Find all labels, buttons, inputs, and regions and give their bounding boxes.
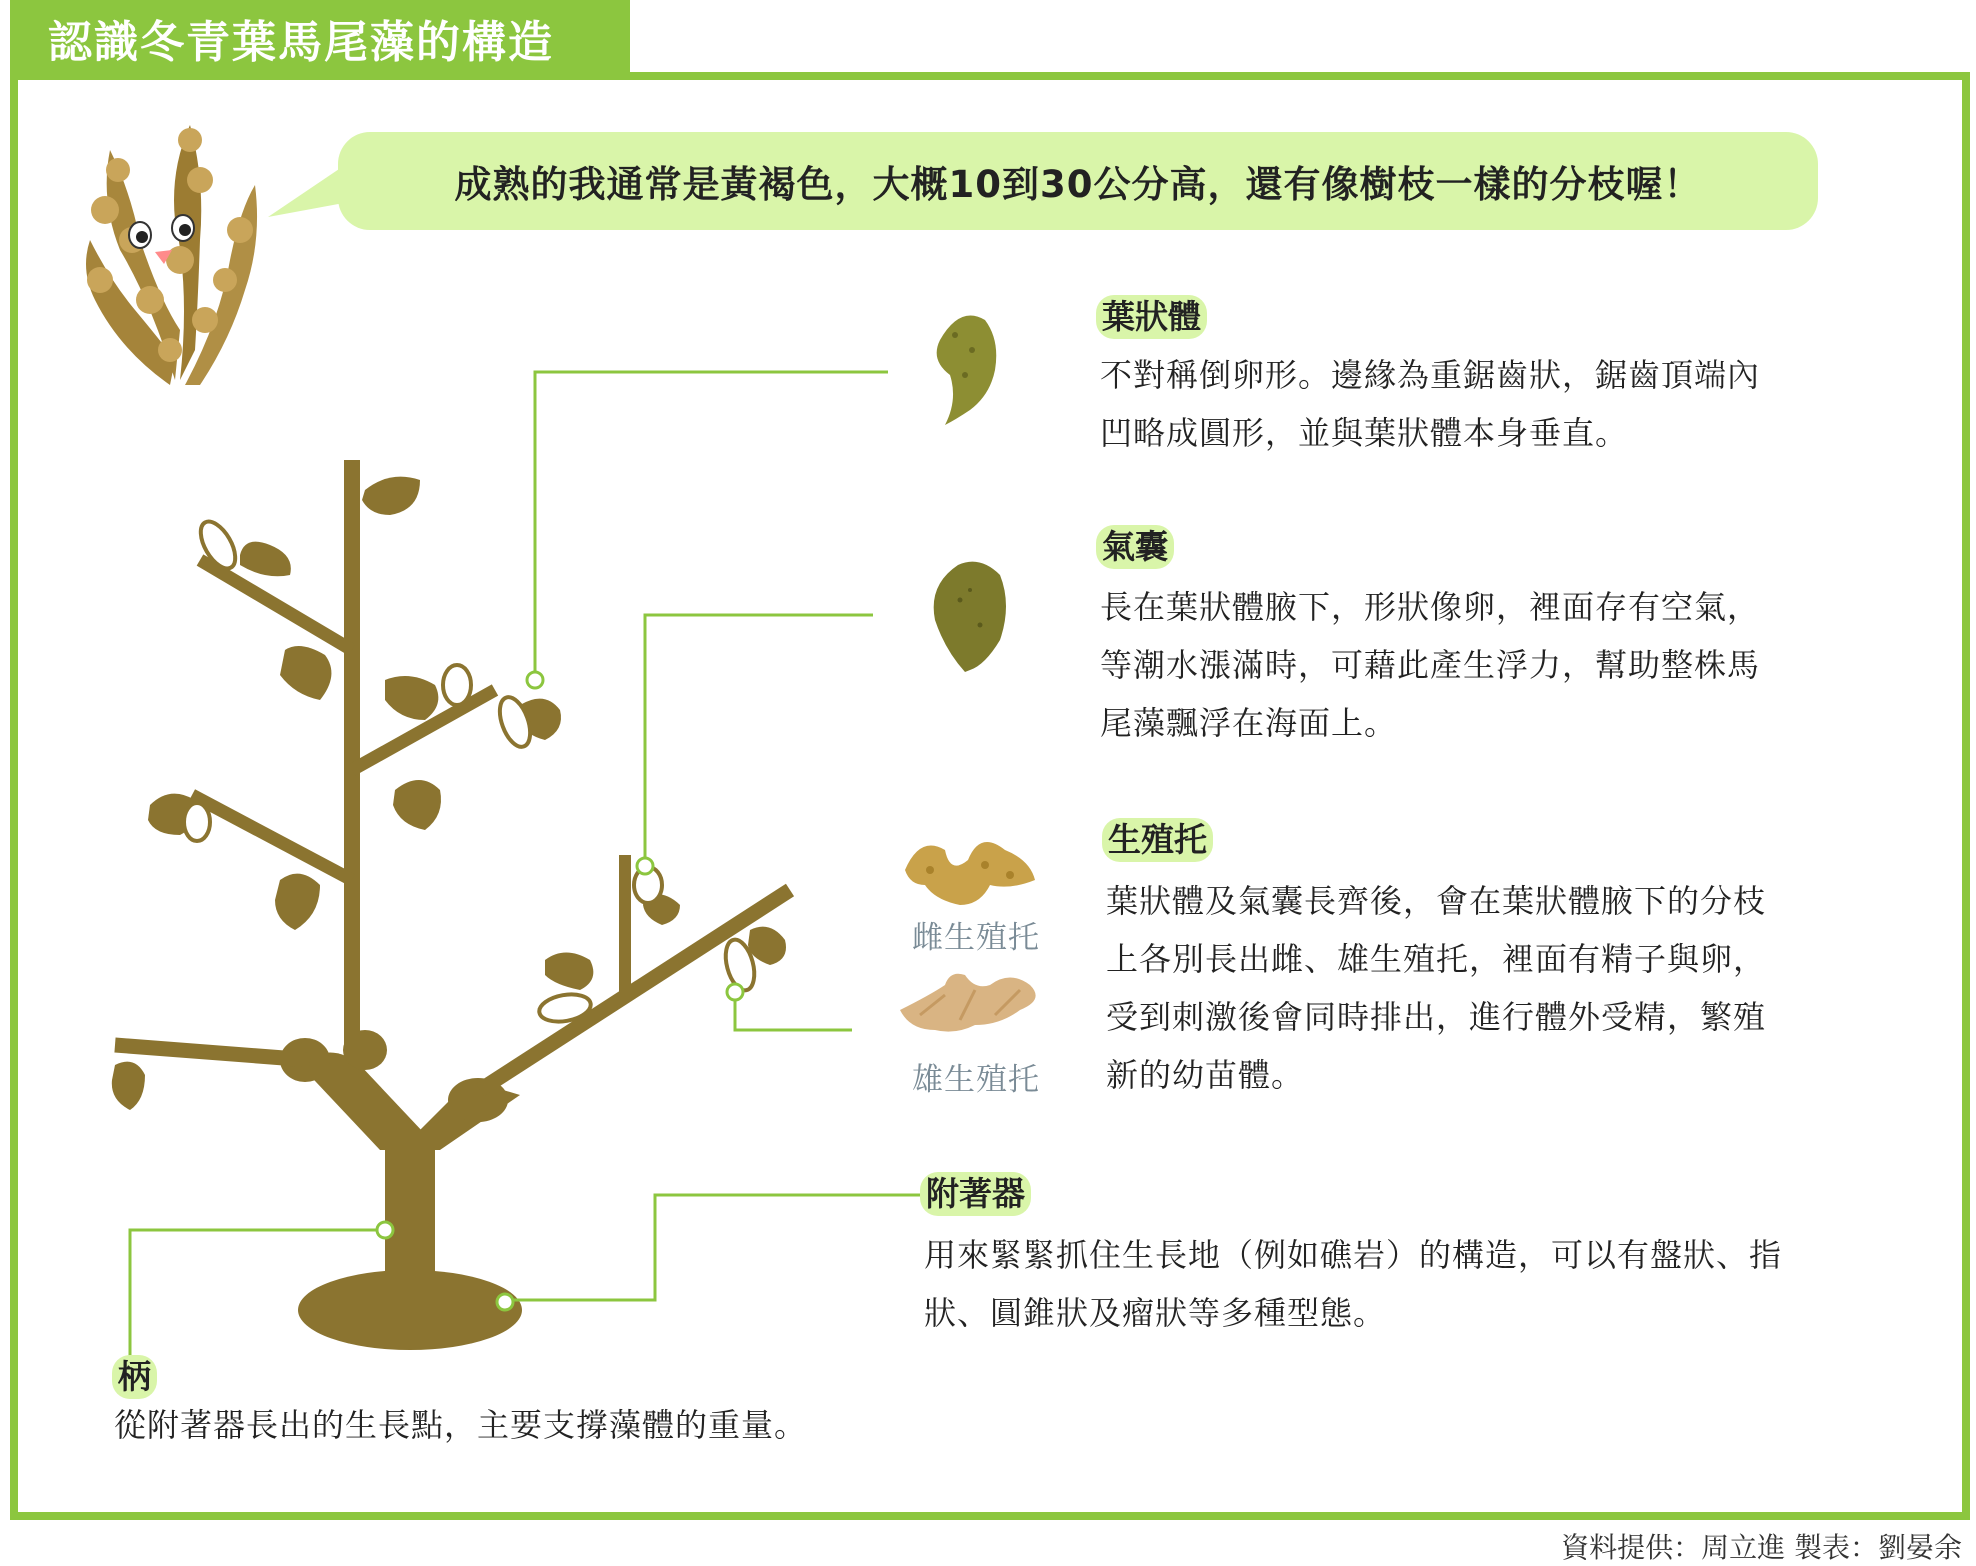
male-receptacle-photo-icon xyxy=(900,974,1036,1032)
female-receptacle-label: 雌生殖托 xyxy=(912,920,1040,956)
page-title: 認識冬青葉馬尾藻的構造 xyxy=(10,0,630,76)
air-bladder-line: 尾藻飄浮在海面上。 xyxy=(1100,704,1398,742)
air-bladder-description xyxy=(1100,578,1760,752)
leaf-photo-icon xyxy=(937,316,997,426)
receptacle-line: 受到刺激後會同時排出，進行體外受精，繁殖 xyxy=(1106,998,1767,1036)
plant-bladders xyxy=(184,516,759,1025)
receptacle-heading: 生殖托 xyxy=(1102,818,1213,862)
holdfast-heading: 附著器 xyxy=(920,1172,1031,1216)
receptacle-line: 上各別長出雌、雄生殖托，裡面有精子與卵， xyxy=(1106,940,1767,978)
leaf-line: 不對稱倒卵形。邊緣為重鋸齒狀，鋸齒頂端內 xyxy=(1100,356,1761,394)
leaf-description xyxy=(1100,346,1760,462)
holdfast-description xyxy=(924,1226,1782,1342)
receptacle-description xyxy=(1106,872,1766,1104)
leaf-heading: 葉狀體 xyxy=(1096,295,1207,339)
air-bladder-heading: 氣囊 xyxy=(1096,525,1174,569)
air-bladder-line: 等潮水漲滿時，可藉此產生浮力，幫助整株馬 xyxy=(1100,646,1761,684)
female-receptacle-photo-icon xyxy=(905,842,1035,905)
receptacle-line: 新的幼苗體。 xyxy=(1106,1056,1305,1094)
air-bladder-photo-icon xyxy=(934,562,1006,672)
holdfast-line: 用來緊緊抓住生長地（例如礁岩）的構造，可以有盤狀、指 xyxy=(924,1236,1783,1274)
air-bladder-line: 長在葉狀體腋下，形狀像卵，裡面存有空氣， xyxy=(1100,588,1761,626)
male-receptacle-label: 雄生殖托 xyxy=(912,1062,1040,1098)
stipe-line: 從附著器長出的生長點，主要支撐藻體的重量。 xyxy=(114,1406,808,1444)
speech-bubble: 成熟的我通常是黃褐色，大概10到30公分高，還有像樹枝一樣的分枝喔！ xyxy=(338,132,1818,230)
mascot-seaweed-icon xyxy=(86,125,257,385)
stipe-heading: 柄 xyxy=(112,1355,157,1399)
leaf-line: 凹略成圓形，並與葉狀體本身垂直。 xyxy=(1100,414,1629,452)
receptacle-line: 葉狀體及氣囊長齊後，會在葉狀體腋下的分枝 xyxy=(1106,882,1767,920)
credit-text: 資料提供：周立進 製表：劉晏余 xyxy=(1561,1531,1962,1564)
stipe-description xyxy=(114,1396,807,1454)
plant-body xyxy=(115,460,790,1350)
holdfast-line: 狀、圓錐狀及瘤狀等多種型態。 xyxy=(924,1294,1387,1332)
leader-lines xyxy=(130,372,924,1360)
